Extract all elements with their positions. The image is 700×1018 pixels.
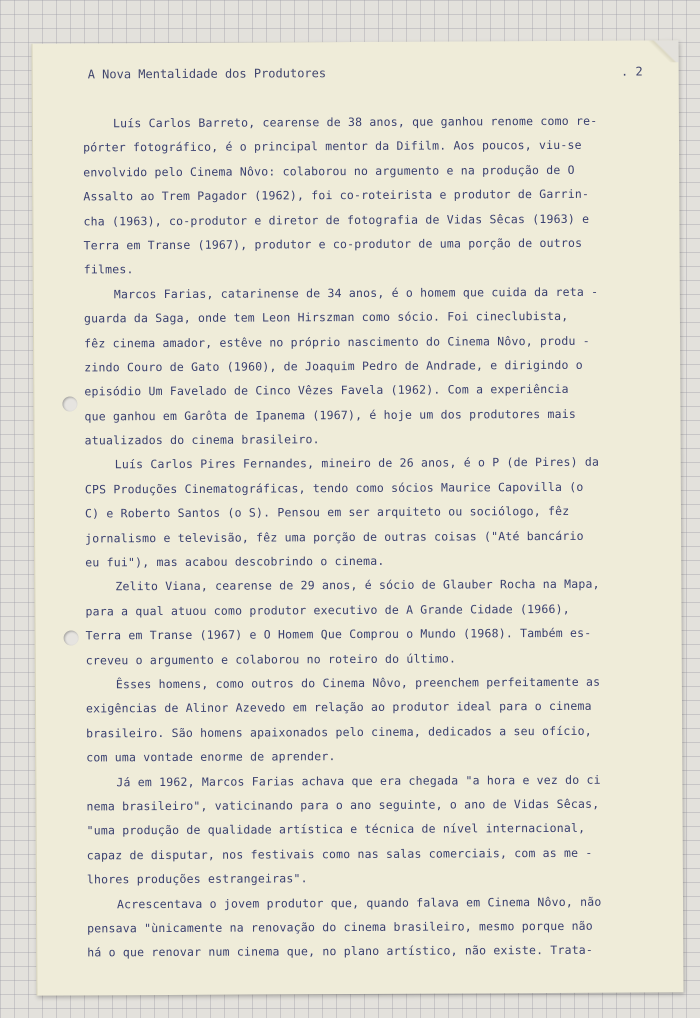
text-line: filmes. xyxy=(83,262,134,277)
text-line: com uma vontade enorme de aprender. xyxy=(86,749,336,765)
text-line: nema brasileiro", vaticinando para o ano seguinte, o ano de Vidas Sêcas, xyxy=(86,796,600,814)
text-line: Já em 1962, Marcos Farias achava que era chegada "a hora e vez do ci xyxy=(116,772,601,789)
text-line: Luís Carlos Barreto, cearense de 38 anos, que ganhou renome como re- xyxy=(112,113,598,131)
text-line: pórter fotográfico, é o principal mentor da Difilm. Aos poucos, viu-se xyxy=(83,138,582,155)
body-text xyxy=(83,108,657,965)
text-line: Luís Carlos Pires Fernandes, mineiro de 26 anos, é o P (de Pires) da xyxy=(114,455,600,472)
punch-hole xyxy=(64,630,79,645)
text-line: capaz de disputar, nos festivais como nas salas comerciais, com as me - xyxy=(86,845,593,863)
text-line: Assalto ao Trem Pagador (1962), foi co-roteirista e produtor de Garrin- xyxy=(83,186,590,204)
page-header xyxy=(88,65,643,82)
text-line: creveu o argumento e colaborou no roteiro do último. xyxy=(85,651,457,668)
text-line: fêz cinema amador, estêve no próprio nascimento do Cinema Nôvo, produ - xyxy=(84,333,590,350)
page-number: . 2 xyxy=(620,64,643,79)
text-line: episódio Um Favelado de Cinco Vêzes Favela (1962). Com a experiência xyxy=(84,382,569,399)
text-line: envolvido pelo Cinema Nôvo: colaborou no argumento e na produção de O xyxy=(83,162,575,180)
folded-corner xyxy=(649,40,679,62)
text-line: há o que renovar num cinema que, no plano artístico, não existe. Trata- xyxy=(87,943,594,960)
typewritten-page xyxy=(32,40,684,995)
text-line: Acrescentava o jovem produtor que, quando falava em Cinema Nôvo, não xyxy=(116,894,602,911)
text-line: guarda da Saga, onde tem Leon Hirszman como sócio. Foi cineclubista, xyxy=(83,309,569,326)
text-line: cha (1963), co-produtor e diretor de fotografia de Vidas Sêcas (1963) e xyxy=(83,211,590,228)
text-line: lhores produções estrangeiras". xyxy=(86,871,308,887)
text-line: zindo Couro de Gato (1960), de Joaquim Pedro de Andrade, e dirigindo o xyxy=(84,357,583,375)
running-title: A Nova Mentalidade dos Produtores xyxy=(87,66,327,82)
text-line: exigências de Alinor Azevedo em relação ao produtor ideal para o cinema xyxy=(85,699,592,716)
text-line: atualizados do cinema brasileiro. xyxy=(84,432,320,448)
text-line: jornalismo e televisão, fêz uma porção de outras coisas ("Até bancário xyxy=(85,528,584,546)
text-line: Terra em Transe (1967) e O Homem Que Comprou o Mundo (1968). Também es- xyxy=(85,625,592,643)
text-line: eu fui"), mas acabou descobrindo o cinema. xyxy=(85,553,385,570)
text-line: Marcos Farias, catarinense de 34 anos, é o homem que cuida da reta - xyxy=(113,284,599,302)
text-line: para a qual atuou como produtor executivo de A Grande Cidade (1966), xyxy=(85,601,570,619)
punch-hole xyxy=(62,396,77,411)
text-line: brasileiro. São homens apaixonados pelo cinema, dedicados a seu ofício, xyxy=(86,723,592,741)
text-line: Terra em Transe (1967), produtor e co-produtor de uma porção de outros xyxy=(83,235,583,253)
text-line: "uma produção de qualidade artística e técnica de nível internacional, xyxy=(86,821,586,838)
text-line: pensava "ùnicamente na renovação do cinema brasileiro, mesmo porque não xyxy=(87,918,593,936)
text-line: Êsses homens, como outros do Cinema Nôvo, preenchem perfeitamente as xyxy=(115,674,601,692)
text-line: que ganhou em Garôta de Ipanema (1967), é hoje um dos produtores mais xyxy=(84,406,577,424)
text-line: Zelito Viana, cearense de 29 anos, é sócio de Glauber Rocha na Mapa, xyxy=(115,577,600,594)
text-line: C) e Roberto Santos (o S). Pensou em ser arquiteto ou sociólogo, fêz xyxy=(84,504,570,521)
text-line: CPS Produções Cinematográficas, tendo como sócios Maurice Capovilla (o xyxy=(84,479,584,497)
